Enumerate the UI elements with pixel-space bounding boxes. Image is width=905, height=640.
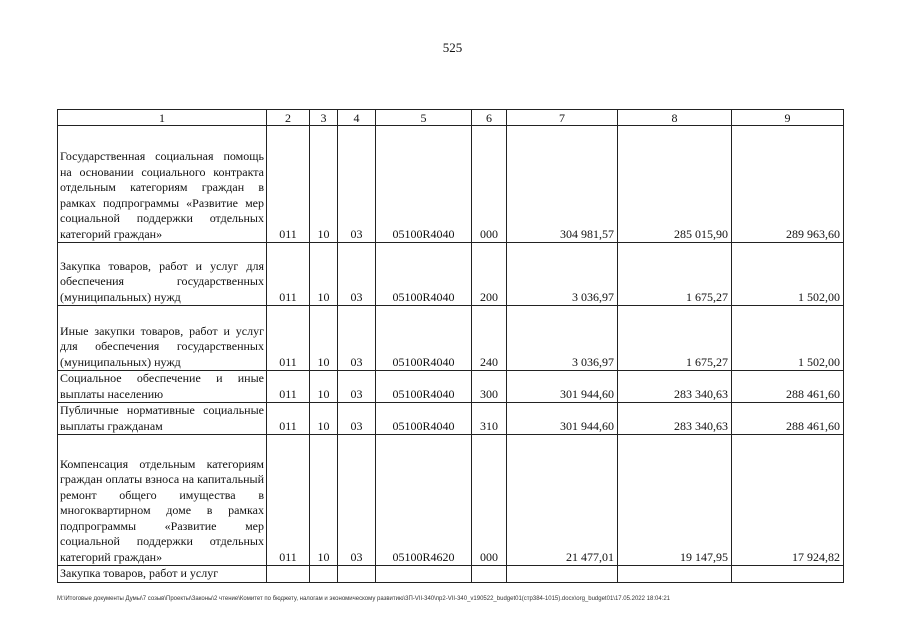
table-row [58,566,844,583]
cell-target-article [376,566,472,583]
file-path-footer: M:\Итоговые документы Думы\7 созыв\Проекты\Законы\2 чтение\Комитет по бюджету, налогам и экономическому развитию\3П-VII-340\пр2-VII-340_v190522_budget01(стр384-1015).docx\org_budget01\17.05.2022 18:04:21 [57,596,670,602]
cell-target-article: 05100R4040 [376,126,472,243]
budget-table [57,109,844,583]
cell-amount-9 [732,566,844,583]
cell-target-article: 05100R4040 [376,403,472,435]
cell-amount-7: 301 944,60 [507,371,618,403]
cell-section: 10 [310,403,338,435]
cell-amount-9: 288 461,60 [732,371,844,403]
column-header: 6 [472,110,507,126]
cell-ministry: 011 [267,243,310,306]
cell-ministry: 011 [267,306,310,371]
cell-target-article: 05100R4040 [376,243,472,306]
cell-section: 10 [310,306,338,371]
page-number: 525 [442,40,463,55]
cell-subsection: 03 [338,435,376,566]
cell-target-article: 05100R4620 [376,435,472,566]
row-name: Закупка товаров, работ и услуг для обеспечения государственных (муниципальных) нужд [58,243,267,306]
row-name: Государственная социальная помощь на основании социального контракта отдельным категориям граждан в рамках подпрограммы «Развитие мер социальной поддержки отдельных категорий граждан» [58,126,267,243]
row-name: Иные закупки товаров, работ и услуг для обеспечения государственных (муниципальных) нужд [58,306,267,371]
column-header: 2 [267,110,310,126]
cell-subsection: 03 [338,306,376,371]
cell-amount-7: 301 944,60 [507,403,618,435]
row-name: Социальное обеспечение и иные выплаты населению [58,371,267,403]
cell-expense-type: 310 [472,403,507,435]
row-name: Компенсация отдельным категориям граждан оплаты взноса на капитальный ремонт общего имущества в многоквартирном доме в рамках подпрограммы «Развитие мер социальной поддержки отдельных категорий граждан» [58,435,267,566]
cell-expense-type: 200 [472,243,507,306]
table-row [58,243,844,306]
cell-ministry [267,566,310,583]
cell-amount-9: 1 502,00 [732,306,844,371]
row-name: Закупка товаров, работ и услуг [58,566,267,583]
cell-amount-8: 283 340,63 [618,371,732,403]
cell-subsection: 03 [338,243,376,306]
cell-amount-7: 21 477,01 [507,435,618,566]
table-row [58,435,844,566]
cell-expense-type: 240 [472,306,507,371]
cell-amount-7: 304 981,57 [507,126,618,243]
cell-subsection: 03 [338,371,376,403]
column-header: 7 [507,110,618,126]
table-row [58,126,844,243]
table-row [58,403,844,435]
cell-section: 10 [310,126,338,243]
cell-amount-7: 3 036,97 [507,306,618,371]
table-row [58,371,844,403]
cell-expense-type: 300 [472,371,507,403]
cell-amount-9: 289 963,60 [732,126,844,243]
cell-ministry: 011 [267,435,310,566]
cell-ministry: 011 [267,371,310,403]
column-header: 9 [732,110,844,126]
cell-section: 10 [310,371,338,403]
row-name: Публичные нормативные социальные выплаты гражданам [58,403,267,435]
cell-target-article: 05100R4040 [376,306,472,371]
cell-amount-7: 3 036,97 [507,243,618,306]
cell-amount-8: 19 147,95 [618,435,732,566]
cell-subsection: 03 [338,403,376,435]
column-header: 5 [376,110,472,126]
cell-target-article: 05100R4040 [376,371,472,403]
cell-amount-8 [618,566,732,583]
column-header: 8 [618,110,732,126]
cell-ministry: 011 [267,126,310,243]
cell-amount-9: 288 461,60 [732,403,844,435]
cell-subsection [338,566,376,583]
cell-section: 10 [310,435,338,566]
cell-amount-9: 17 924,82 [732,435,844,566]
cell-ministry: 011 [267,403,310,435]
cell-amount-8: 1 675,27 [618,243,732,306]
cell-section [310,566,338,583]
cell-amount-9: 1 502,00 [732,243,844,306]
cell-subsection: 03 [338,126,376,243]
cell-amount-7 [507,566,618,583]
column-header: 4 [338,110,376,126]
cell-expense-type: 000 [472,126,507,243]
column-header: 3 [310,110,338,126]
column-header: 1 [58,110,267,126]
cell-amount-8: 1 675,27 [618,306,732,371]
cell-expense-type: 000 [472,435,507,566]
cell-amount-8: 283 340,63 [618,403,732,435]
cell-section: 10 [310,243,338,306]
cell-expense-type [472,566,507,583]
table-header-row [58,110,844,126]
cell-amount-8: 285 015,90 [618,126,732,243]
table-row [58,306,844,371]
